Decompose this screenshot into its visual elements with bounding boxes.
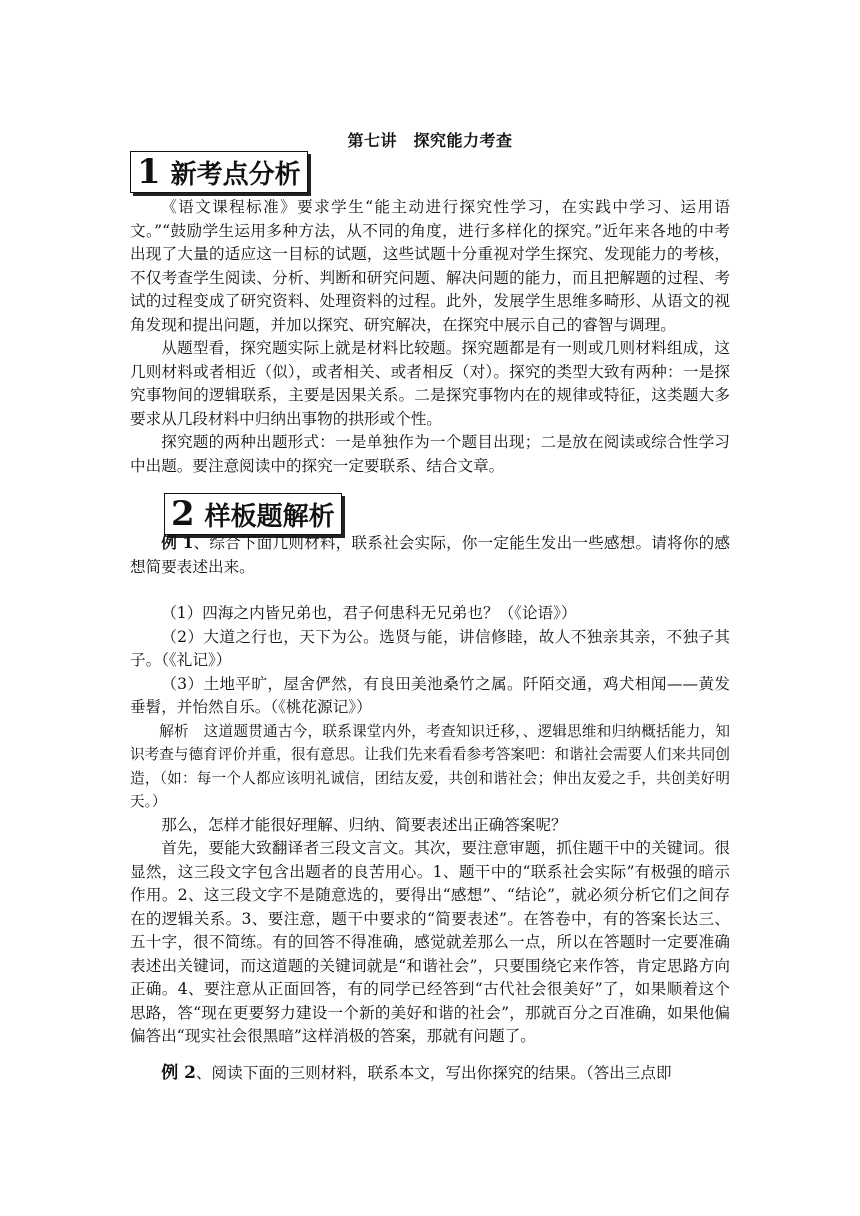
analysis-paragraph: 解析 这道题贯通古今，联系课堂内外，考查知识迁移，、逻辑思维和归纳概括能力，知识考查与德育评价并重，很有意思。让我们先来看看参考答案吧：和谐社会需要人们来共同创造，（如：每一个人都应该明礼诚信，团结友爱，共创和谐社会；伸出友爱之手，共创美好明天。） [130, 722, 730, 810]
example2-label: 例 2 [161, 1063, 196, 1083]
section-number: 1 [137, 152, 161, 192]
material-2: （2）大道之行也，天下为公。选贤与能，讲信修睦，故人不独亲其亲，不独子其子。（《礼记》） [130, 627, 730, 669]
section-heading-2 [164, 493, 342, 535]
example1-body [130, 531, 730, 1049]
example1-label: 例 1 [161, 533, 194, 552]
page-title: 第七讲 探究能力考查 [347, 131, 513, 150]
paragraph: 探究题的两种出题形式：一是单独作为一个题目出现；二是放在阅读或综合性学习中出题。要注意阅读中的探究一定要联系、结合文章。 [130, 433, 730, 475]
material-1: （1）四海之内皆兄弟也，君子何患科无兄弟也？（《论语》） [161, 604, 577, 622]
section-label: 新考点分析 [170, 159, 301, 190]
question-paragraph: 那么，怎样才能很好理解、归纳、简要表述出正确答案呢？ [161, 815, 567, 834]
section-number: 2 [171, 494, 195, 534]
example1-prompt: 例 1、综合下面几则材料，联系社会实际，你一定能生发出一些感想。请将你的感想简要表述出来。 [130, 533, 730, 576]
material-3: （3）土地平旷，屋舍俨然，有良田美池桑竹之属。阡陌交通，鸡犬相闻——黄发垂髫，并怡然自乐。（《桃花源记》） [130, 674, 730, 716]
paragraph: 从题型看，探究题实际上就是材料比较题。探究题都是有一则或几则材料组成，这几则材料或者相近（似），或者相关、或者相反（对）。探究的类型大致有两种：一是探究事物间的逻辑联系，主要是因果关系。二是探究事物内在的规律或特征，这类题大多要求从几段材料中归纳出事物的拱形或个性。 [130, 339, 730, 428]
paragraph: 《语文课程标准》要求学生“能主动进行探究性学习，在实践中学习、运用语文。”“鼓励学生运用多种方法，从不同的角度，进行多样化的探究。”近年来各地的中考出现了大量的适应这一目标的试题，这些试题十分重视对学生探究、发现能力的考核，不仅考查学生阅读、分析、判断和研究问题、解决问题的能力，而且把解题的过程、考试的过程变成了研究资料、处理资料的过程。此外，发展学生思维多畸形、从语文的视角发现和提出问题，并加以探究、研究解决，在探究中展示自己的睿智与调理。 [130, 198, 730, 334]
explanation-paragraph: 首先，要能大致翻译者三段文言文。其次，要注意审题，抓住题干中的关键词。很显然，这三段文字包含出题者的良苦用心。1、题干中的“联系社会实际”有极强的暗示作用。2、这三段文字不是随意选的，要得出“感想”、“结论”，就必须分析它们之间存在的逻辑关系。3、要注意，题干中要求的“简要表述”。在答卷中，有的答案长达三、五十字，很不简练。有的回答不得准确，感觉就差那么一点，所以在答题时一定要准确表述出关键词，而这道题的关键词就是“和谐社会”，只要围绕它来作答，肯定思路方向正确。4、要注意从正面回答，有的同学已经答到“古代社会很美好”了，如果顺着这个思路，答“现在更要努力建设一个新的美好和谐的社会”，那就百分之百准确，如果他偏偏答出“现实社会很黑暗”这样消极的答案，那就有问题了。 [130, 839, 730, 1045]
example2-body [130, 1062, 730, 1086]
section-label: 样板题解析 [204, 501, 335, 532]
section-heading-1 [130, 151, 308, 193]
section1-body [130, 196, 730, 478]
example2-prompt: 例 2、阅读下面的三则材料，联系本文，写出你探究的结果。（答出三点即 [161, 1063, 672, 1083]
